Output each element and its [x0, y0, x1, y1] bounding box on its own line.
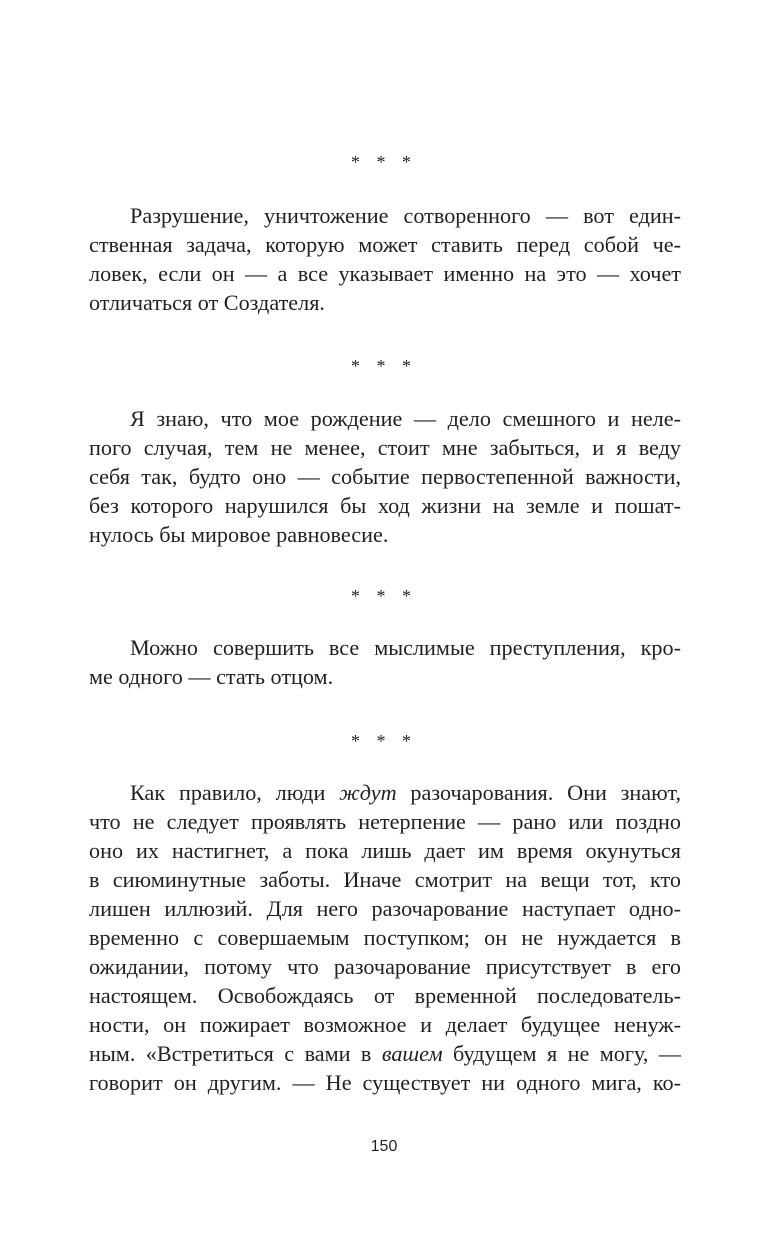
- text-line: Можно совершить все мыслимые преступления, кро-: [130, 635, 681, 660]
- italic-word: вашем: [381, 1041, 443, 1066]
- text-line: без которого нарушился бы ход жизни на земле и пошат-: [89, 493, 681, 518]
- text-line: пого случая, тем не менее, стоит мне забыться, и я веду: [89, 435, 681, 460]
- italic-word: ждут: [339, 780, 397, 805]
- text-line: ности, он пожирает возможное и делает будущее ненуж-: [89, 1012, 681, 1037]
- text-run: разочарования. Они знают,: [396, 780, 681, 805]
- paragraph-birth: [89, 404, 681, 549]
- text-run: ным. «Встретиться с вами в: [89, 1041, 382, 1066]
- section-separator: * * *: [351, 152, 417, 172]
- text-line: Я знаю, что мое рождение — дело смешного и неле-: [130, 406, 681, 431]
- text-line: отличаться от Создателя.: [89, 290, 325, 315]
- text-line: что не следует проявлять нетерпение — рано или поздно: [89, 809, 681, 834]
- paragraph-crimes: [89, 633, 681, 691]
- text-line: себя так, будто оно — событие первостепенной важности,: [89, 464, 681, 489]
- text-run: Как правило, люди: [130, 780, 340, 805]
- text-run: будущем я не могу, —: [442, 1041, 681, 1066]
- text-line: Разрушение, уничтожение сотворенного — вот един-: [130, 203, 681, 228]
- text-line: ожидании, потому что разочарование присутствует в его: [89, 954, 681, 979]
- text-line: ственная задача, которую может ставить перед собой че-: [89, 232, 681, 257]
- paragraph-destruction: [89, 201, 681, 317]
- text-line: ловек, если он — а все указывает именно на это — хочет: [89, 261, 681, 286]
- section-separator: * * *: [351, 356, 417, 376]
- section-separator: * * *: [351, 586, 417, 606]
- text-line: настоящем. Освобождаясь от временной последователь-: [89, 983, 681, 1008]
- text-line: нулось бы мировое равновесие.: [89, 522, 389, 547]
- paragraph-disappointment: [89, 778, 681, 1097]
- text-line: оно их настигнет, а пока лишь дает им время окунуться: [89, 838, 681, 863]
- section-separator: * * *: [351, 731, 417, 751]
- text-line: говорит он другим. — Не существует ни одного мига, ко-: [89, 1070, 681, 1095]
- text-line: лишен иллюзий. Для него разочарование наступает одно-: [89, 896, 681, 921]
- text-line: [89, 1039, 681, 1068]
- text-line: временно с совершаемым поступком; он не нуждается в: [89, 925, 681, 950]
- text-line: ме одного — стать отцом.: [89, 664, 334, 689]
- page-number: 150: [370, 1138, 398, 1155]
- text-line: в сиюминутные заботы. Иначе смотрит на вещи тот, кто: [89, 867, 681, 892]
- text-line: [89, 778, 681, 807]
